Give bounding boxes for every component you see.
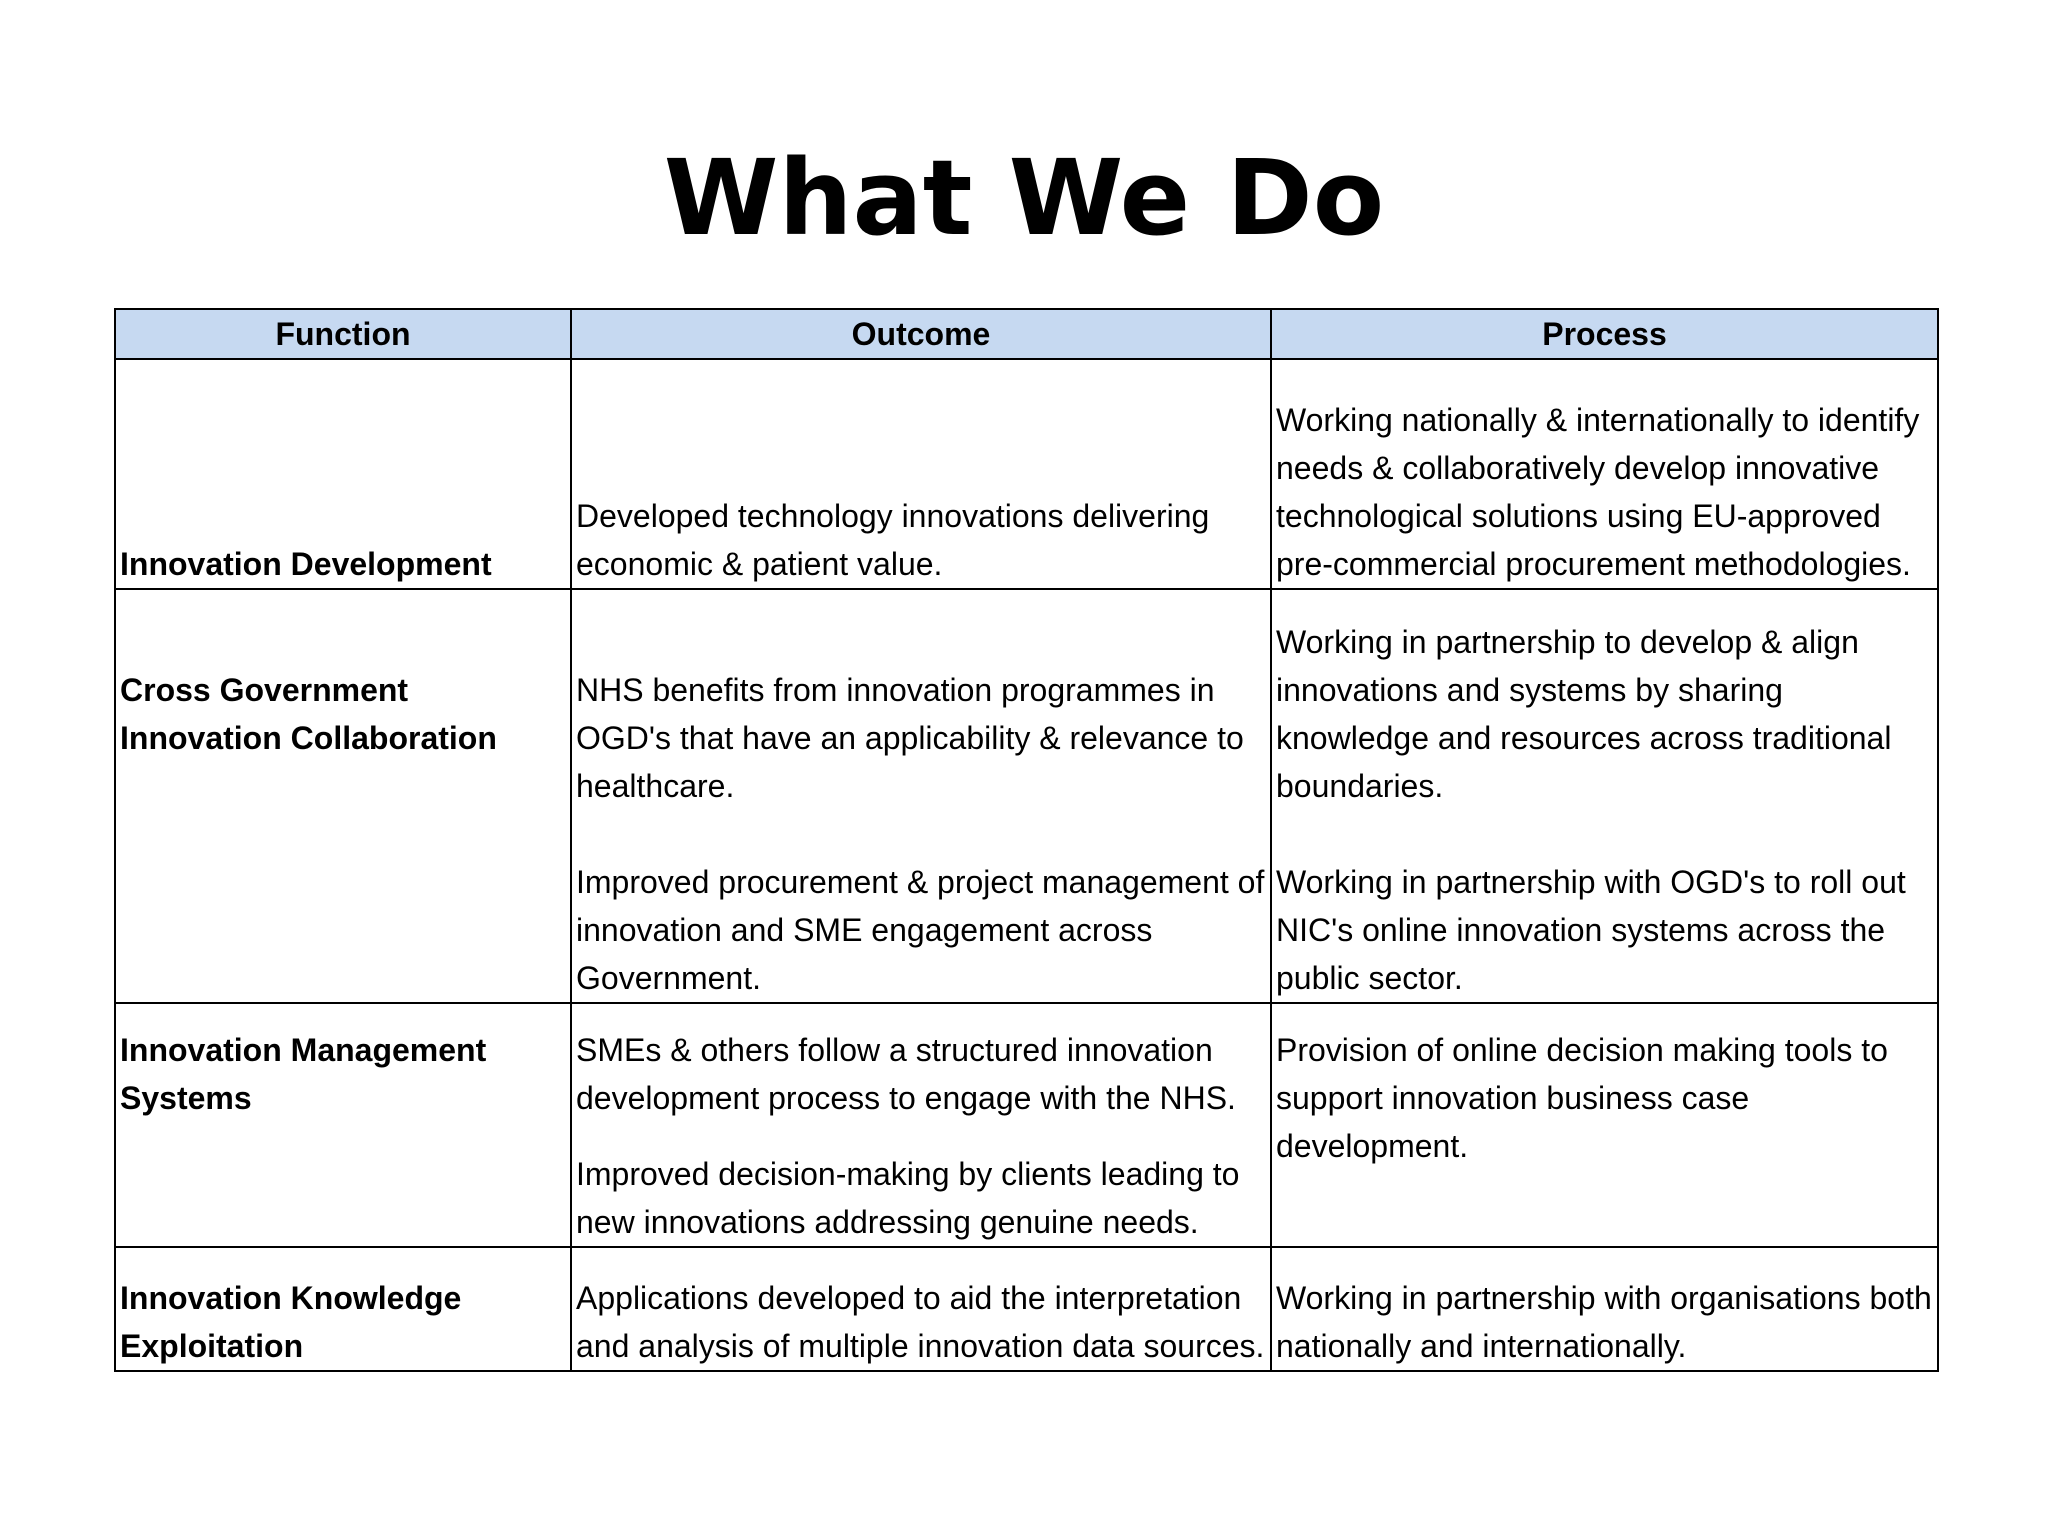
- header-process: Process: [1271, 309, 1938, 359]
- cell-function: [115, 359, 571, 589]
- table-row: [115, 1003, 1938, 1247]
- cell-process: [1271, 359, 1938, 589]
- cell-process: [1271, 1003, 1938, 1247]
- cell-outcome: [571, 589, 1271, 1003]
- process-text: Working in partnership with OGD's to roll out NIC's online innovation systems across the public sector.: [1276, 864, 1906, 996]
- cell-process: [1271, 589, 1938, 1003]
- table-row: [115, 589, 1938, 1003]
- cell-function: [115, 1247, 571, 1371]
- cell-function: [115, 1003, 571, 1247]
- process-text: Working in partnership with organisations both nationally and internationally.: [1276, 1280, 1932, 1364]
- process-text: Working in partnership to develop & align innovations and systems by sharing knowledge and resources across traditional boundaries.: [1276, 624, 1892, 804]
- cell-outcome: [571, 359, 1271, 589]
- function-label: Cross Government Innovation Collaboration: [120, 672, 497, 756]
- table-row: [115, 1247, 1938, 1371]
- cell-function: [115, 589, 571, 1003]
- outcome-text: NHS benefits from innovation programmes in OGD's that have an applicability & relevance to healthcare.: [576, 672, 1244, 804]
- cell-process: [1271, 1247, 1938, 1371]
- cell-outcome: [571, 1003, 1271, 1247]
- process-text: Provision of online decision making tools to support innovation business case development.: [1276, 1032, 1888, 1164]
- header-outcome: Outcome: [571, 309, 1271, 359]
- function-label: Innovation Knowledge Exploitation: [120, 1280, 462, 1364]
- what-we-do-table: [114, 308, 1939, 1372]
- outcome-text: SMEs & others follow a structured innovation development process to engage with the NHS.: [576, 1032, 1236, 1116]
- outcome-text: Improved decision-making by clients leading to new innovations addressing genuine needs.: [576, 1156, 1240, 1240]
- page-title: What We Do: [663, 137, 1385, 259]
- header-function: Function: [115, 309, 571, 359]
- outcome-text: Improved procurement & project management of innovation and SME engagement across Government.: [576, 864, 1265, 996]
- function-label: Innovation Management Systems: [120, 1032, 487, 1116]
- cell-outcome: [571, 1247, 1271, 1371]
- function-label: Innovation Development: [120, 546, 492, 582]
- outcome-text: Applications developed to aid the interpretation and analysis of multiple innovation data sources.: [576, 1280, 1265, 1364]
- table-row: [115, 359, 1938, 589]
- outcome-text: Developed technology innovations delivering economic & patient value.: [576, 498, 1210, 582]
- table-header-row: [115, 309, 1938, 359]
- process-text: Working nationally & internationally to identify needs & collaboratively develop innovative technological solutions using EU-approved pre-commercial procurement methodologies.: [1276, 402, 1920, 582]
